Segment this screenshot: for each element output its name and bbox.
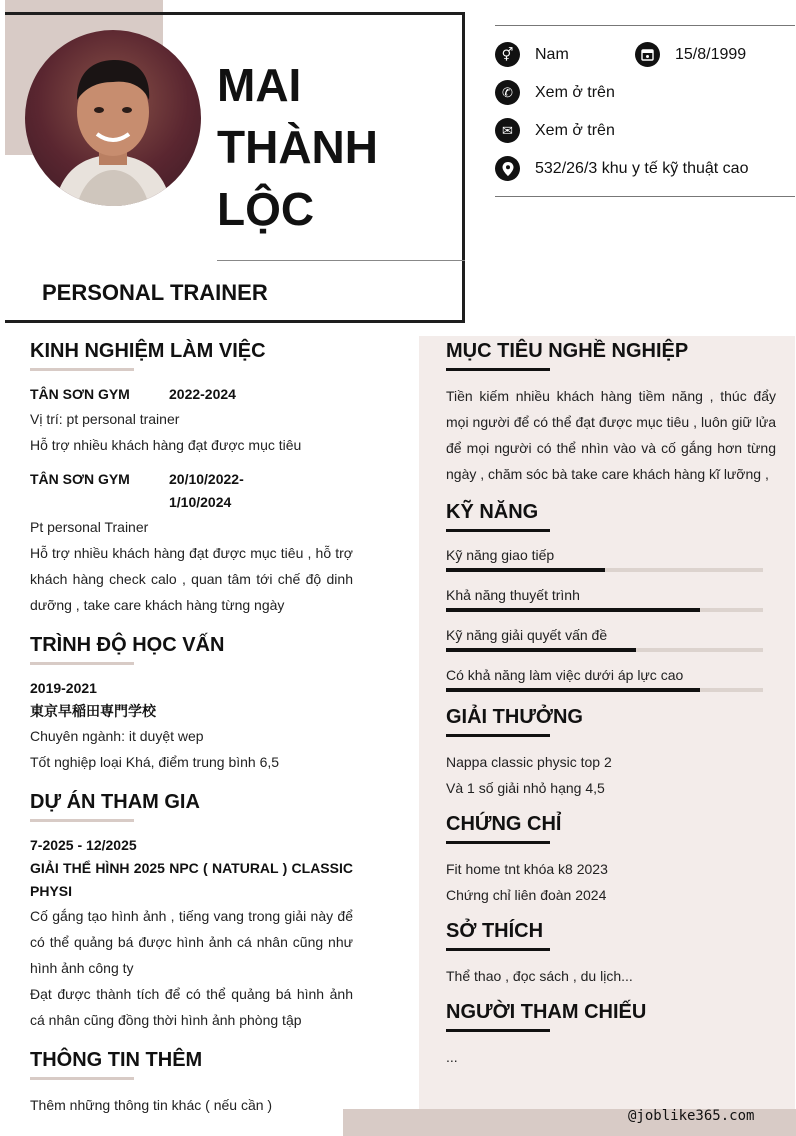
certificate-line: Fit home tnt khóa k8 2023 bbox=[446, 861, 608, 877]
project-dates: 7-2025 - 12/2025 bbox=[30, 837, 137, 853]
references-section bbox=[446, 999, 776, 1070]
projects-rule bbox=[30, 819, 134, 822]
certificates-rule bbox=[446, 841, 550, 844]
avatar bbox=[25, 30, 201, 206]
experience-date bbox=[169, 468, 269, 514]
references-title: NGƯỜI THAM CHIẾU bbox=[446, 1001, 647, 1023]
awards-title: GIẢI THƯỞNG bbox=[446, 706, 583, 728]
experience-item-header bbox=[30, 383, 353, 406]
experience-date-line: 1/10/2024 bbox=[169, 494, 232, 510]
references-text: ... bbox=[446, 1049, 458, 1065]
education-line: Chuyên ngành: it duyệt wep bbox=[30, 728, 204, 744]
name-line-2: THÀNH bbox=[217, 121, 378, 173]
certificates-title: CHỨNG CHỈ bbox=[446, 813, 562, 835]
experience-company: TÂN SƠN GYM bbox=[30, 471, 130, 487]
hobbies-section bbox=[446, 918, 776, 989]
extra-section bbox=[30, 1047, 353, 1118]
skill-bar bbox=[446, 568, 763, 572]
skill-label: Khả năng thuyết trình bbox=[446, 587, 580, 603]
contact-divider-top bbox=[495, 25, 795, 26]
gender-icon: ⚥ bbox=[495, 42, 520, 67]
phone-value: Xem ở trên bbox=[535, 83, 615, 101]
right-column bbox=[446, 338, 776, 1070]
hobbies-title: SỞ THÍCH bbox=[446, 920, 544, 942]
skill-bar-fill bbox=[446, 688, 700, 692]
skill-bar bbox=[446, 688, 763, 692]
calendar-icon bbox=[635, 42, 660, 67]
awards-rule bbox=[446, 734, 550, 737]
birthday-value: 15/8/1999 bbox=[675, 45, 747, 63]
experience-title: KINH NGHIỆM LÀM VIỆC bbox=[30, 340, 266, 362]
phone-icon: ✆ bbox=[495, 80, 520, 105]
email-value: Xem ở trên bbox=[535, 121, 615, 139]
award-line: Nappa classic physic top 2 bbox=[446, 754, 612, 770]
email-icon: ✉ bbox=[495, 118, 520, 143]
objective-title: MỤC TIÊU NGHỀ NGHIỆP bbox=[446, 340, 689, 362]
experience-date-line: 20/10/2022- bbox=[169, 471, 244, 487]
skill-label: Kỹ năng giao tiếp bbox=[446, 547, 555, 563]
address-value: 532/26/3 khu y tế kỹ thuật cao bbox=[535, 159, 749, 177]
skill-item bbox=[446, 624, 776, 652]
skill-label: Có khả năng làm việc dưới áp lực cao bbox=[446, 667, 684, 683]
avatar-photo-icon bbox=[25, 30, 201, 206]
education-title: TRÌNH ĐỘ HỌC VẤN bbox=[30, 634, 225, 656]
skill-bar-fill bbox=[446, 648, 636, 652]
name-line-3: LỘC bbox=[217, 183, 315, 235]
skill-item bbox=[446, 664, 776, 692]
skill-bar-fill bbox=[446, 568, 605, 572]
name-divider bbox=[217, 260, 465, 261]
skills-rule bbox=[446, 529, 550, 532]
experience-company: TÂN SƠN GYM bbox=[30, 386, 130, 402]
full-name bbox=[217, 54, 447, 240]
certificates-section bbox=[446, 811, 776, 908]
name-line-1: MAI bbox=[217, 59, 302, 111]
contact-gender bbox=[495, 42, 569, 67]
contact-email bbox=[495, 118, 615, 143]
experience-section bbox=[30, 338, 353, 618]
experience-line: Hỗ trợ nhiều khách hàng đạt được mục tiêu , hỗ trợ khách hàng check calo , quan tâm tới chế độ dinh dưỡng , take care khách hàng từng ngày bbox=[30, 545, 353, 613]
location-pin-icon bbox=[495, 156, 520, 181]
skills-title: KỸ NĂNG bbox=[446, 501, 539, 523]
contact-birthday bbox=[635, 42, 746, 67]
skill-item bbox=[446, 544, 776, 572]
project-line: Đạt được thành tích để có thể quảng bá hình ảnh cá nhân cũng đồng thời hình ảnh phòng tập bbox=[30, 986, 353, 1028]
contact-phone bbox=[495, 80, 615, 105]
skill-bar bbox=[446, 608, 763, 612]
experience-line: Vị trí: pt personal trainer bbox=[30, 411, 180, 427]
experience-line: Hỗ trợ nhiều khách hàng đạt được mục tiêu bbox=[30, 437, 302, 453]
experience-item bbox=[30, 383, 353, 458]
project-name: GIẢI THỂ HÌNH 2025 NPC ( NATURAL ) CLASSIC PHYSI bbox=[30, 860, 353, 899]
contact-divider-bottom bbox=[495, 196, 795, 197]
watermark: @joblike365.com bbox=[628, 1108, 755, 1124]
projects-section bbox=[30, 789, 353, 1033]
job-title: PERSONAL TRAINER bbox=[42, 280, 268, 305]
skill-label: Kỹ năng giải quyết vấn đề bbox=[446, 627, 608, 643]
left-column bbox=[30, 338, 353, 1118]
education-years: 2019-2021 bbox=[30, 680, 97, 696]
objective-rule bbox=[446, 368, 550, 371]
hobbies-text: Thể thao , đọc sách , du lịch... bbox=[446, 968, 633, 984]
education-line: Tốt nghiệp loại Khá, điểm trung bình 6,5 bbox=[30, 754, 280, 770]
experience-date: 2022-2024 bbox=[169, 386, 236, 402]
education-rule bbox=[30, 662, 134, 665]
experience-item bbox=[30, 468, 353, 618]
experience-item-header bbox=[30, 468, 353, 514]
skill-bar-fill bbox=[446, 608, 700, 612]
awards-section bbox=[446, 704, 776, 801]
skill-bar bbox=[446, 648, 763, 652]
skills-list bbox=[446, 544, 776, 692]
contact-address bbox=[495, 156, 748, 181]
objective-text: Tiền kiếm nhiều khách hàng tiềm năng , thúc đẩy mọi người để có thể đạt được mục tiêu , luôn giữ lửa để mọi người có thể nhìn vào và cố gắng hơn từng ngày , chăm sóc bà take care khách hàng kĩ lưỡng , bbox=[446, 388, 776, 482]
extra-rule bbox=[30, 1077, 134, 1080]
gender-value: Nam bbox=[535, 45, 569, 63]
skill-item bbox=[446, 584, 776, 612]
projects-title: DỰ ÁN THAM GIA bbox=[30, 791, 200, 813]
references-rule bbox=[446, 1029, 550, 1032]
project-line: Cố gắng tạo hình ảnh , tiếng vang trong giải này để có thể quảng bá được hình ảnh cá nhân cũng như hình ảnh công ty bbox=[30, 908, 353, 976]
education-school: 東京早稲田専門学校 bbox=[30, 703, 156, 719]
extra-text: Thêm những thông tin khác ( nếu cần ) bbox=[30, 1097, 273, 1113]
extra-title: THÔNG TIN THÊM bbox=[30, 1049, 203, 1071]
experience-rule bbox=[30, 368, 134, 371]
objective-section bbox=[446, 338, 776, 487]
skills-section bbox=[446, 499, 776, 692]
hobbies-rule bbox=[446, 948, 550, 951]
award-line: Và 1 số giải nhỏ hạng 4,5 bbox=[446, 780, 605, 796]
education-section bbox=[30, 632, 353, 775]
certificate-line: Chứng chỉ liên đoàn 2024 bbox=[446, 887, 607, 903]
experience-line: Pt personal Trainer bbox=[30, 519, 149, 535]
